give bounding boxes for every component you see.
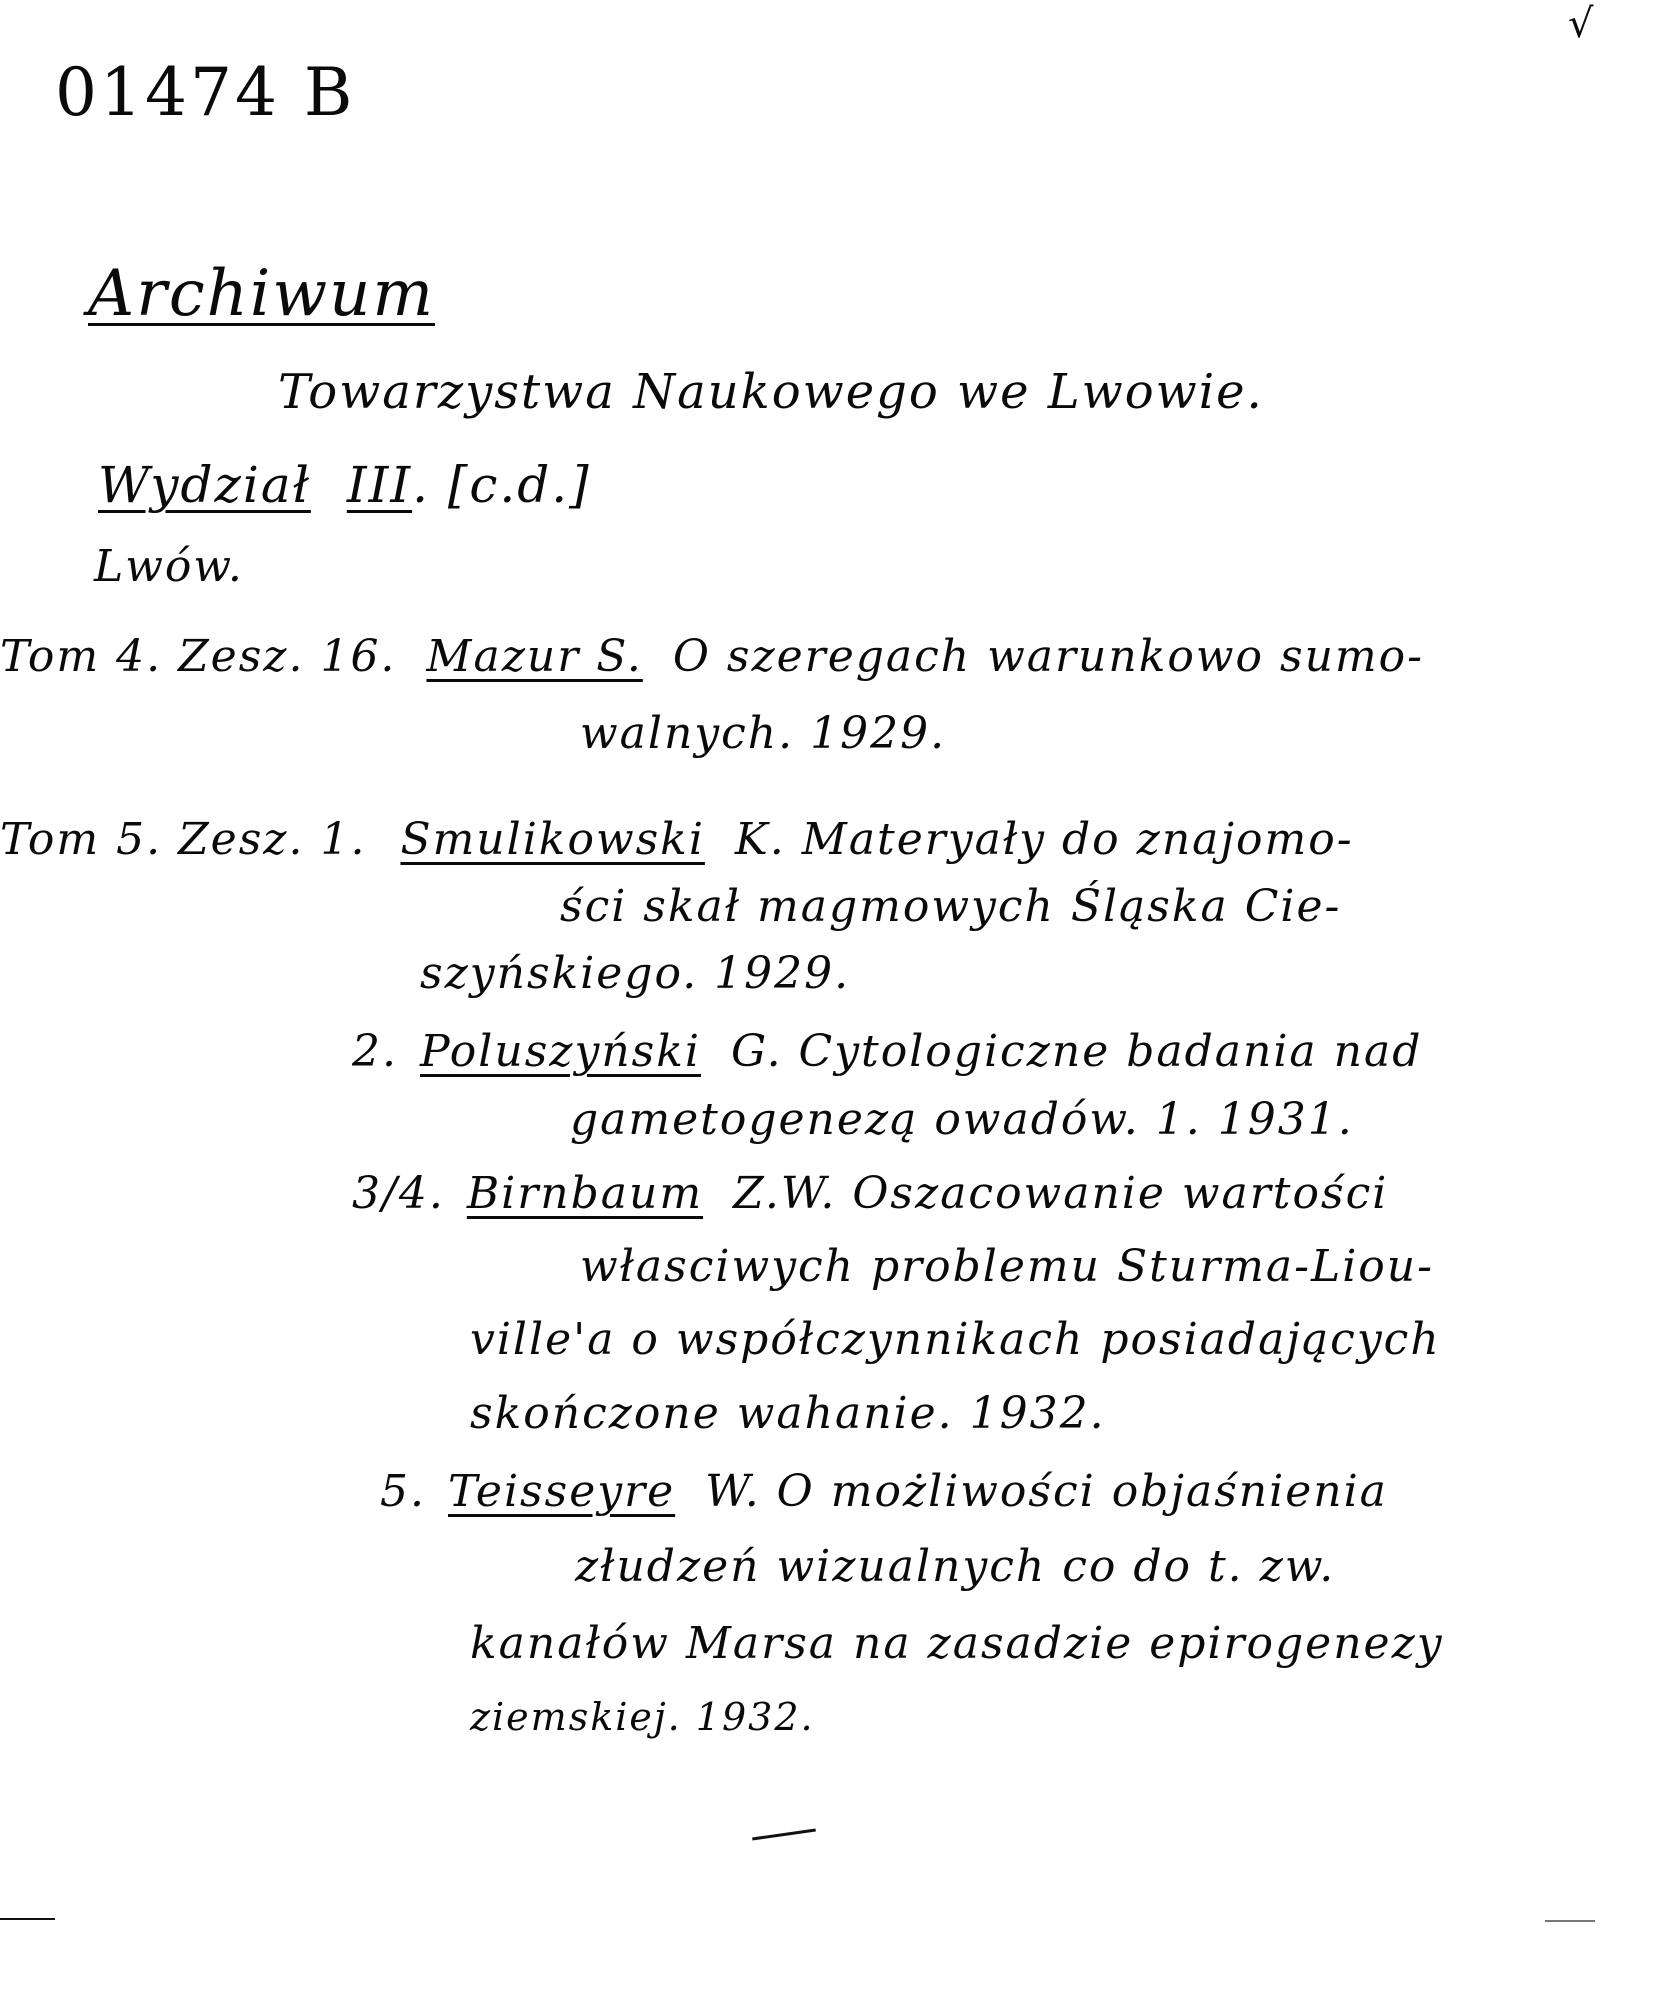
- entry-continuation: walnych. 1929.: [580, 708, 947, 759]
- department-line: [98, 456, 591, 514]
- scan-edge-mark: [1545, 1920, 1595, 1922]
- entry-line: [0, 631, 1425, 682]
- entry-ref: Tom 4. Zesz. 16.: [0, 631, 397, 682]
- catalog-number: 01474 B: [55, 54, 356, 131]
- heading-title: Archiwum: [88, 257, 436, 331]
- department-label: Wydział: [98, 456, 311, 514]
- entry-ref: 3/4.: [352, 1168, 445, 1219]
- entry-ref: Tom 5. Zesz. 1.: [0, 814, 367, 865]
- entry-continuation: szyńskiego. 1929.: [420, 948, 851, 999]
- entry-continuation: kanałów Marsa na zasadzie epirogenezy: [470, 1618, 1444, 1669]
- entry-continuation: własciwych problemu Sturma-Liou-: [580, 1241, 1434, 1292]
- entry-continuation: ści skał magmowych Śląska Cie-: [560, 881, 1342, 932]
- entry-line: [0, 814, 1354, 865]
- entry-author: Smulikowski: [400, 814, 705, 865]
- entry-author: Mazur S.: [426, 631, 643, 682]
- entry-line: [380, 1466, 1388, 1517]
- entry-continuation: gametogenezą owadów. 1. 1931.: [570, 1094, 1354, 1145]
- entry-continuation: ziemskiej. 1932.: [470, 1695, 815, 1739]
- entry-text: G. Cytologiczne badania nad: [730, 1026, 1423, 1077]
- entry-text: O szeregach warunkowo sumo-: [672, 631, 1425, 682]
- corner-check-mark: √: [1568, 1, 1596, 47]
- entry-author: Teisseyre: [447, 1466, 676, 1517]
- scan-edge-mark: [0, 1918, 55, 1920]
- heading-subtitle: Towarzystwa Naukowego we Lwowie.: [278, 364, 1264, 420]
- department-number: III: [346, 456, 413, 514]
- entry-text: K. Materyały do znajomo-: [734, 814, 1354, 865]
- ink-stroke-mark: [752, 1829, 816, 1841]
- entry-author: Birnbaum: [466, 1168, 704, 1219]
- entry-ref: 2.: [352, 1026, 398, 1077]
- entry-line: [352, 1026, 1423, 1077]
- department-suffix: . [c.d.]: [412, 456, 591, 514]
- city-line: Lwów.: [94, 541, 244, 592]
- entry-continuation: ville'a o współczynnikach posiadających: [470, 1314, 1441, 1365]
- entry-text: Z.W. Oszacowanie wartości: [733, 1168, 1389, 1219]
- entry-ref: 5.: [380, 1466, 426, 1517]
- entry-continuation: złudzeń wizualnych co do t. zw.: [575, 1541, 1336, 1592]
- entry-line: [352, 1168, 1389, 1219]
- entry-continuation: skończone wahanie. 1932.: [470, 1388, 1106, 1439]
- entry-author: Poluszyński: [419, 1026, 701, 1077]
- entry-text: W. O możliwości objaśnienia: [705, 1466, 1388, 1517]
